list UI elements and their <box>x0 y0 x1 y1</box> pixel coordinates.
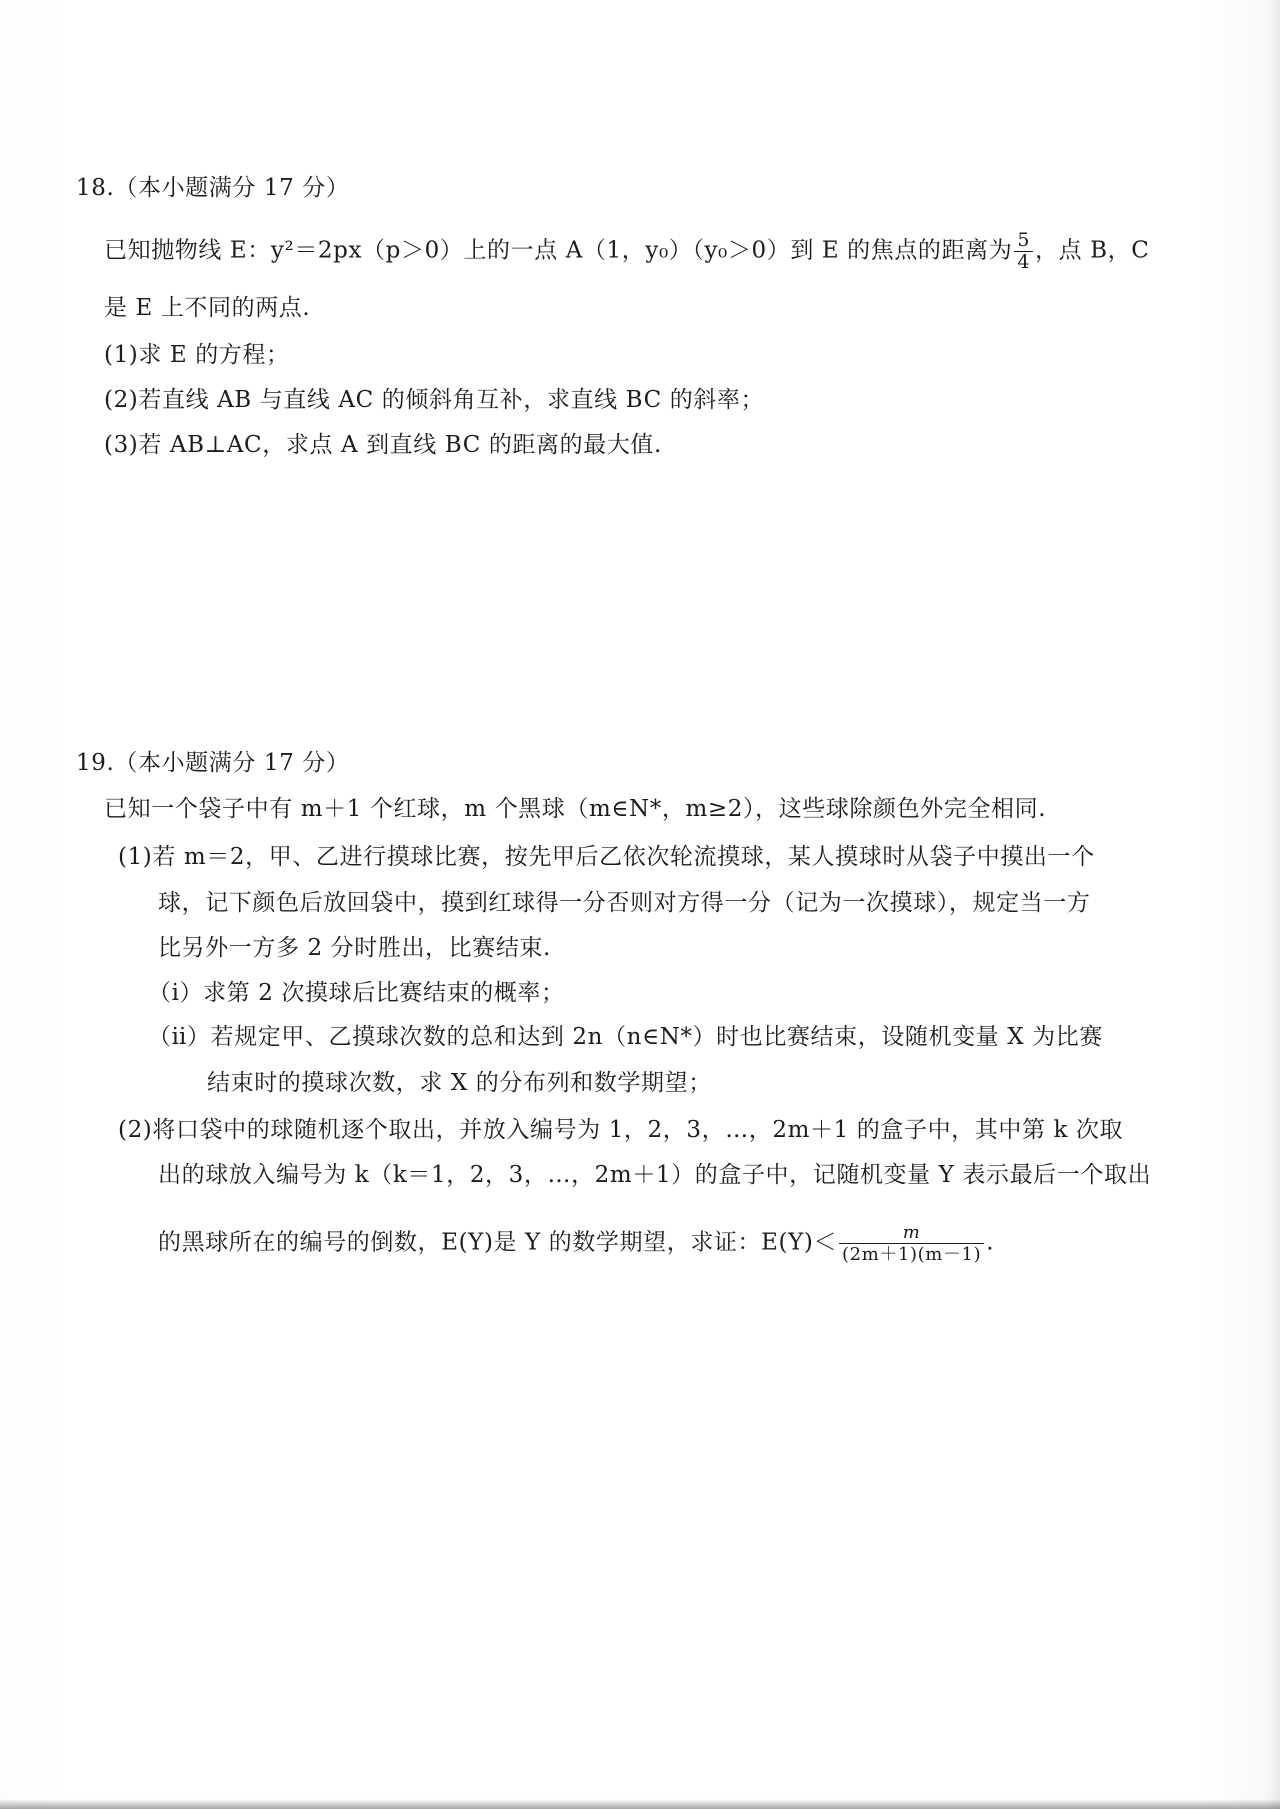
q18-fraction-numerator: 5 <box>1014 230 1033 252</box>
q19-fraction-numerator: m <box>839 1222 984 1244</box>
q19-intro: 已知一个袋子中有 m＋1 个红球，m 个黑球（m∈N*，m≥2），这些球除颜色外完全相同. <box>104 796 1047 822</box>
q19-sub-question-1: （ⅰ）求第 2 次摸球后比赛结束的概率； <box>148 980 565 1006</box>
q18-part-3: (3)若 AB⊥AC，求点 A 到直线 BC 的距离的最大值. <box>104 432 662 458</box>
q19-part-2-text: 的黑球所在的编号的倒数，E(Y)是 Y 的数学期望，求证：E(Y)＜ <box>158 1229 838 1256</box>
q19-header: 19.（本小题满分 17 分） <box>76 750 350 776</box>
q18-intro-text: 已知抛物线 E：y²＝2px（p＞0）上的一点 A（1，y₀）（y₀＞0）到 E 的焦点的距离为 <box>104 237 1013 264</box>
q18-header: 18.（本小题满分 17 分） <box>76 175 350 201</box>
q19-fraction <box>839 1222 984 1265</box>
q19-part-2-line-2: 出的球放入编号为 k（k＝1，2，3，…，2m＋1）的盒子中，记随机变量 Y 表示最后一个取出 <box>158 1162 1152 1188</box>
q19-part-2-tail: . <box>986 1229 995 1256</box>
q19-fraction-denominator: (2m＋1)(m－1) <box>842 1244 982 1265</box>
q18-fraction-denominator: 4 <box>1017 251 1031 273</box>
q19-sub-question-2-line-2: 结束时的摸球次数，求 X 的分布列和数学期望； <box>207 1070 712 1096</box>
q18-part-2: (2)若直线 AB 与直线 AC 的倾斜角互补，求直线 BC 的斜率； <box>104 387 765 413</box>
q19-part-2-line-1: (2)将口袋中的球随机逐个取出，并放入编号为 1，2，3，…，2m＋1 的盒子中，其中第 k 次取 <box>118 1117 1124 1143</box>
q19-sub-question-2-line-1: （ⅱ）若规定甲、乙摸球次数的总和达到 2n（n∈N*）时也比赛结束，设随机变量 X 为比赛 <box>148 1024 1103 1050</box>
page-bottom-shadow <box>0 1799 1280 1809</box>
q18-intro-tail: ，点 B，C <box>1035 237 1150 264</box>
q18-intro-line-2: 是 E 上不同的两点. <box>104 295 311 321</box>
q19-part-2-line-3 <box>158 1222 994 1265</box>
q19-part-1-line-2: 球，记下颜色后放回袋中，摸到红球得一分否则对方得一分（记为一次摸球），规定当一方 <box>158 890 1091 916</box>
q19-part-1-line-1: (1)若 m＝2，甲、乙进行摸球比赛，按先甲后乙依次轮流摸球，某人摸球时从袋子中摸出一个 <box>118 844 1095 870</box>
q18-fraction <box>1014 230 1033 273</box>
q18-intro-line-1 <box>104 230 1149 273</box>
q18-part-1: (1)求 E 的方程； <box>104 342 290 368</box>
page-right-shadow <box>1266 0 1280 1809</box>
q19-part-1-line-3: 比另外一方多 2 分时胜出，比赛结束. <box>158 935 551 961</box>
